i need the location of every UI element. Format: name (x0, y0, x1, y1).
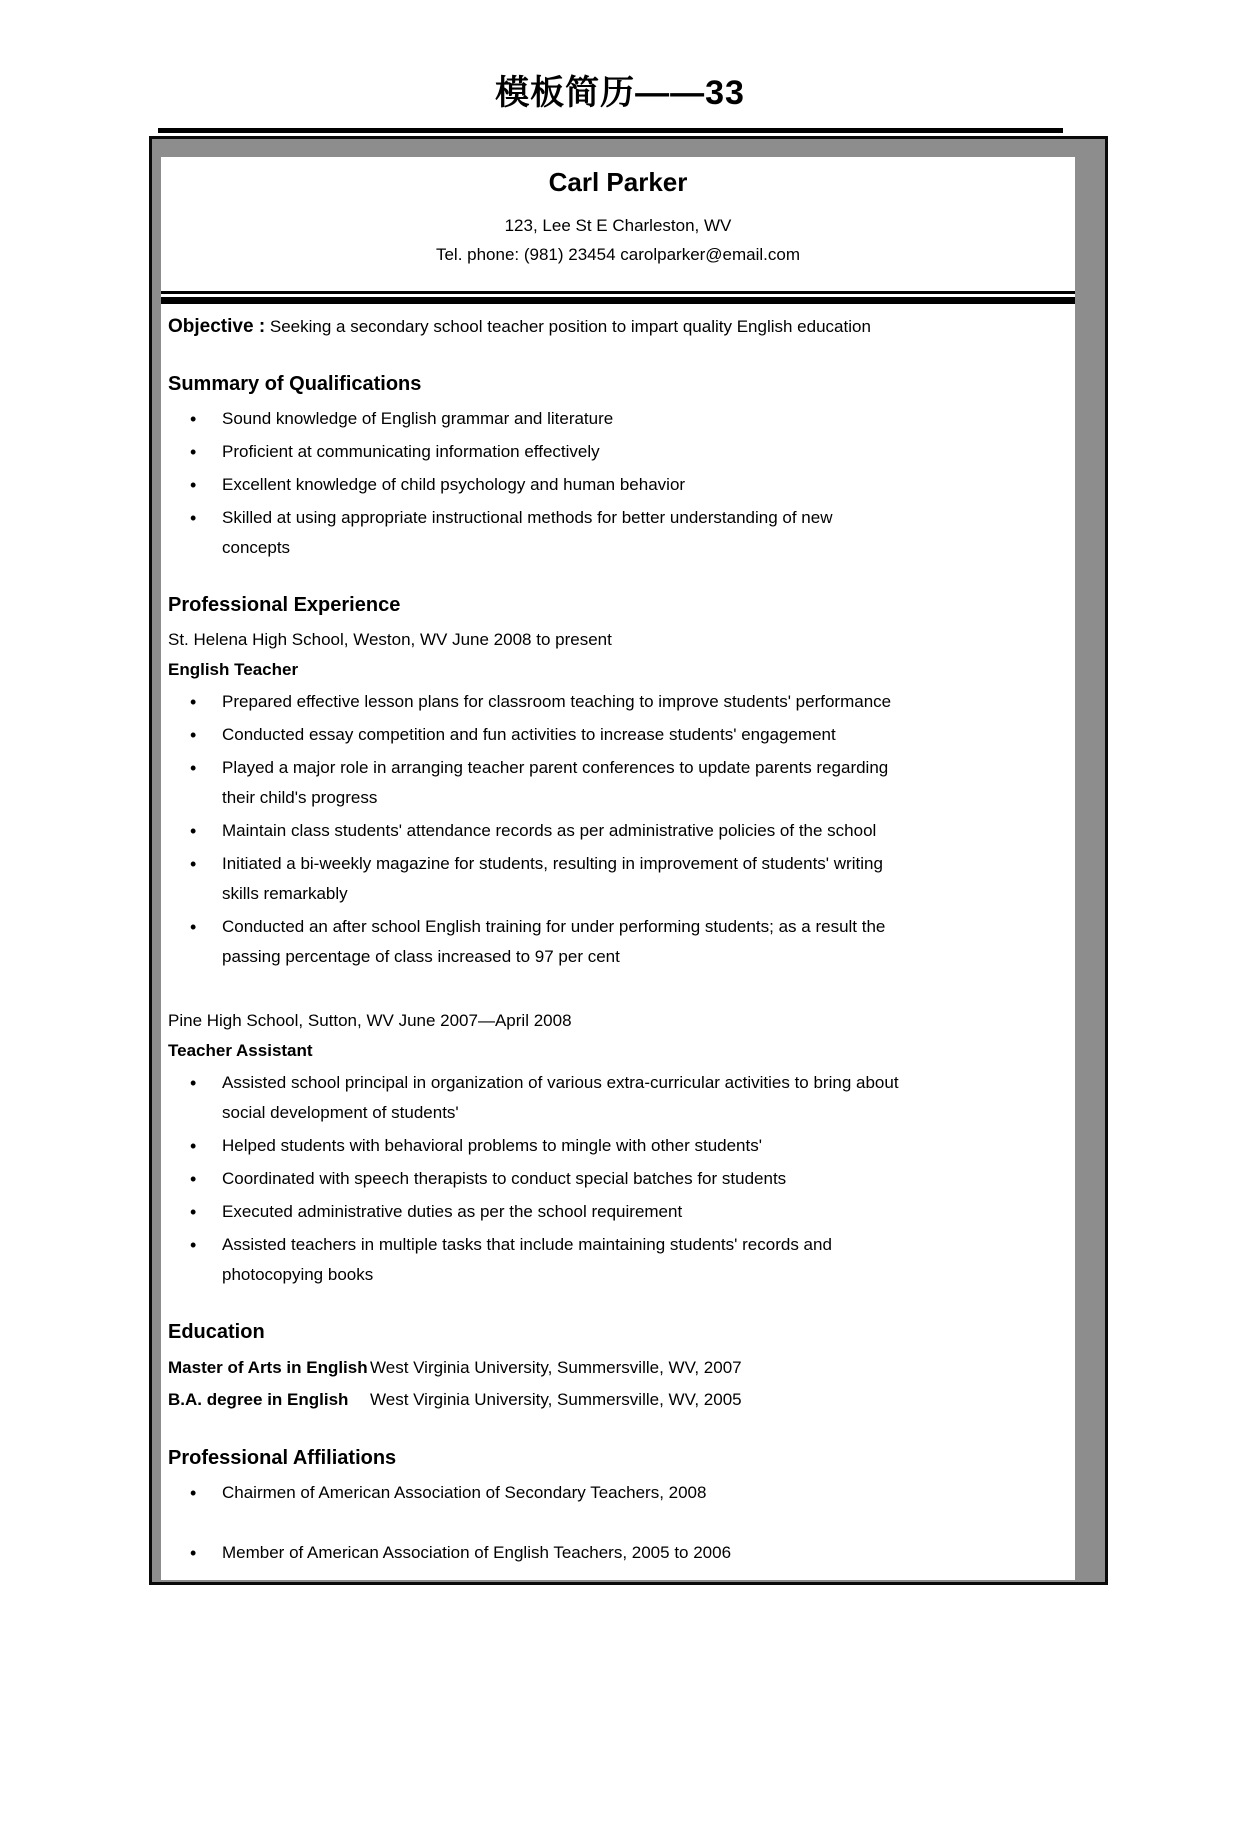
bullet-item (168, 470, 1061, 500)
bullet-item (168, 816, 1061, 846)
job-org: St. Helena High School, Weston, WV June 2008 to present (168, 630, 612, 649)
job-duty-list (168, 687, 1061, 972)
resume-header (161, 165, 1075, 269)
header-separator-thick (161, 297, 1075, 304)
job-role: Teacher Assistant (168, 1041, 313, 1060)
bullet-line: • Excellent knowledge of child psychology and human behavior (222, 475, 686, 494)
resume-frame (149, 136, 1108, 1585)
education-row (168, 1352, 1061, 1384)
bullet-line: • Assisted teachers in multiple tasks that include maintaining students' records and (222, 1235, 832, 1254)
bullet-line: their child's progress (222, 788, 378, 807)
affiliations-list (168, 1478, 1061, 1568)
bullet-item (168, 912, 1061, 972)
job-org: Pine High School, Sutton, WV June 2007—April 2008 (168, 1011, 572, 1030)
bullet-item (168, 720, 1061, 750)
bullet-line: • Helped students with behavioral problems to mingle with other students' (222, 1136, 762, 1155)
bullet-line: • Initiated a bi-weekly magazine for students, resulting in improvement of students' writing (222, 854, 883, 873)
job-duty-list (168, 1068, 1061, 1290)
education-degree: Master of Arts in English (168, 1358, 368, 1377)
title-underline (158, 128, 1063, 133)
header-separator-thin (161, 291, 1075, 294)
bullet-line: • Conducted essay competition and fun activities to increase students' engagement (222, 725, 836, 744)
bullet-line: • Maintain class students' attendance records as per administrative policies of the school (222, 821, 877, 840)
section-heading-education: Education (168, 1321, 265, 1343)
bullet-item (168, 437, 1061, 467)
bullet-line: • Chairmen of American Association of Secondary Teachers, 2008 (222, 1483, 707, 1502)
bullet-item (168, 1131, 1061, 1161)
bullet-item (168, 503, 1061, 563)
page-title: 模板简历——33 (495, 74, 745, 112)
bullet-item (168, 1197, 1061, 1227)
candidate-name: Carl Parker (548, 167, 688, 197)
resume-body (161, 304, 1075, 1568)
summary-list (168, 404, 1061, 563)
bullet-line: • Sound knowledge of English grammar and literature (222, 409, 614, 428)
job-entry (168, 1006, 1061, 1290)
bullet-line: • Member of American Association of English Teachers, 2005 to 2006 (222, 1543, 732, 1562)
education-row (168, 1384, 1061, 1416)
bullet-line: • Played a major role in arranging teacher parent conferences to update parents regarding (222, 758, 889, 777)
job-entry (168, 625, 1061, 972)
job-role: English Teacher (168, 660, 299, 679)
bullet-line: • Proficient at communicating information effectively (222, 442, 600, 461)
bullet-line: skills remarkably (222, 884, 348, 903)
contact-line: Tel. phone: (981) 23454 carolparker@email.com (435, 245, 801, 264)
bullet-line: • Assisted school principal in organization of various extra-curricular activities to bring about (222, 1073, 899, 1092)
bullet-line: photocopying books (222, 1265, 374, 1284)
education-school: West Virginia University, Summersville, WV, 2005 (370, 1390, 742, 1409)
objective-text: Seeking a secondary school teacher position to impart quality English education (265, 317, 871, 336)
bullet-item (168, 1164, 1061, 1194)
bullet-item (168, 849, 1061, 909)
bullet-item (168, 1538, 1061, 1568)
bullet-item (168, 687, 1061, 717)
objective-line (168, 312, 1061, 342)
bullet-line: • Conducted an after school English training for under performing students; as a result the (222, 917, 886, 936)
bullet-item (168, 404, 1061, 434)
bullet-item (168, 753, 1061, 813)
education-degree: B.A. degree in English (168, 1390, 349, 1409)
bullet-line: social development of students' (222, 1103, 459, 1122)
bullet-line: • Prepared effective lesson plans for classroom teaching to improve students' performance (222, 692, 892, 711)
resume-sheet (161, 157, 1075, 1580)
bullet-item (168, 1230, 1061, 1290)
section-heading-experience: Professional Experience (168, 594, 401, 616)
objective-label: Objective : (168, 316, 266, 337)
bullet-line: passing percentage of class increased to 97 per cent (222, 947, 620, 966)
address-line: 123, Lee St E Charleston, WV (504, 216, 732, 235)
section-heading-affiliations: Professional Affiliations (168, 1447, 397, 1469)
bullet-line: • Executed administrative duties as per the school requirement (222, 1202, 683, 1221)
bullet-item (168, 1478, 1061, 1508)
bullet-line: • Skilled at using appropriate instructional methods for better understanding of new (222, 508, 833, 527)
bullet-item (168, 1068, 1061, 1128)
section-heading-summary: Summary of Qualifications (168, 373, 422, 395)
bullet-line: • Coordinated with speech therapists to conduct special batches for students (222, 1169, 787, 1188)
bullet-line: concepts (222, 538, 291, 557)
education-school: West Virginia University, Summersville, WV, 2007 (370, 1358, 742, 1377)
